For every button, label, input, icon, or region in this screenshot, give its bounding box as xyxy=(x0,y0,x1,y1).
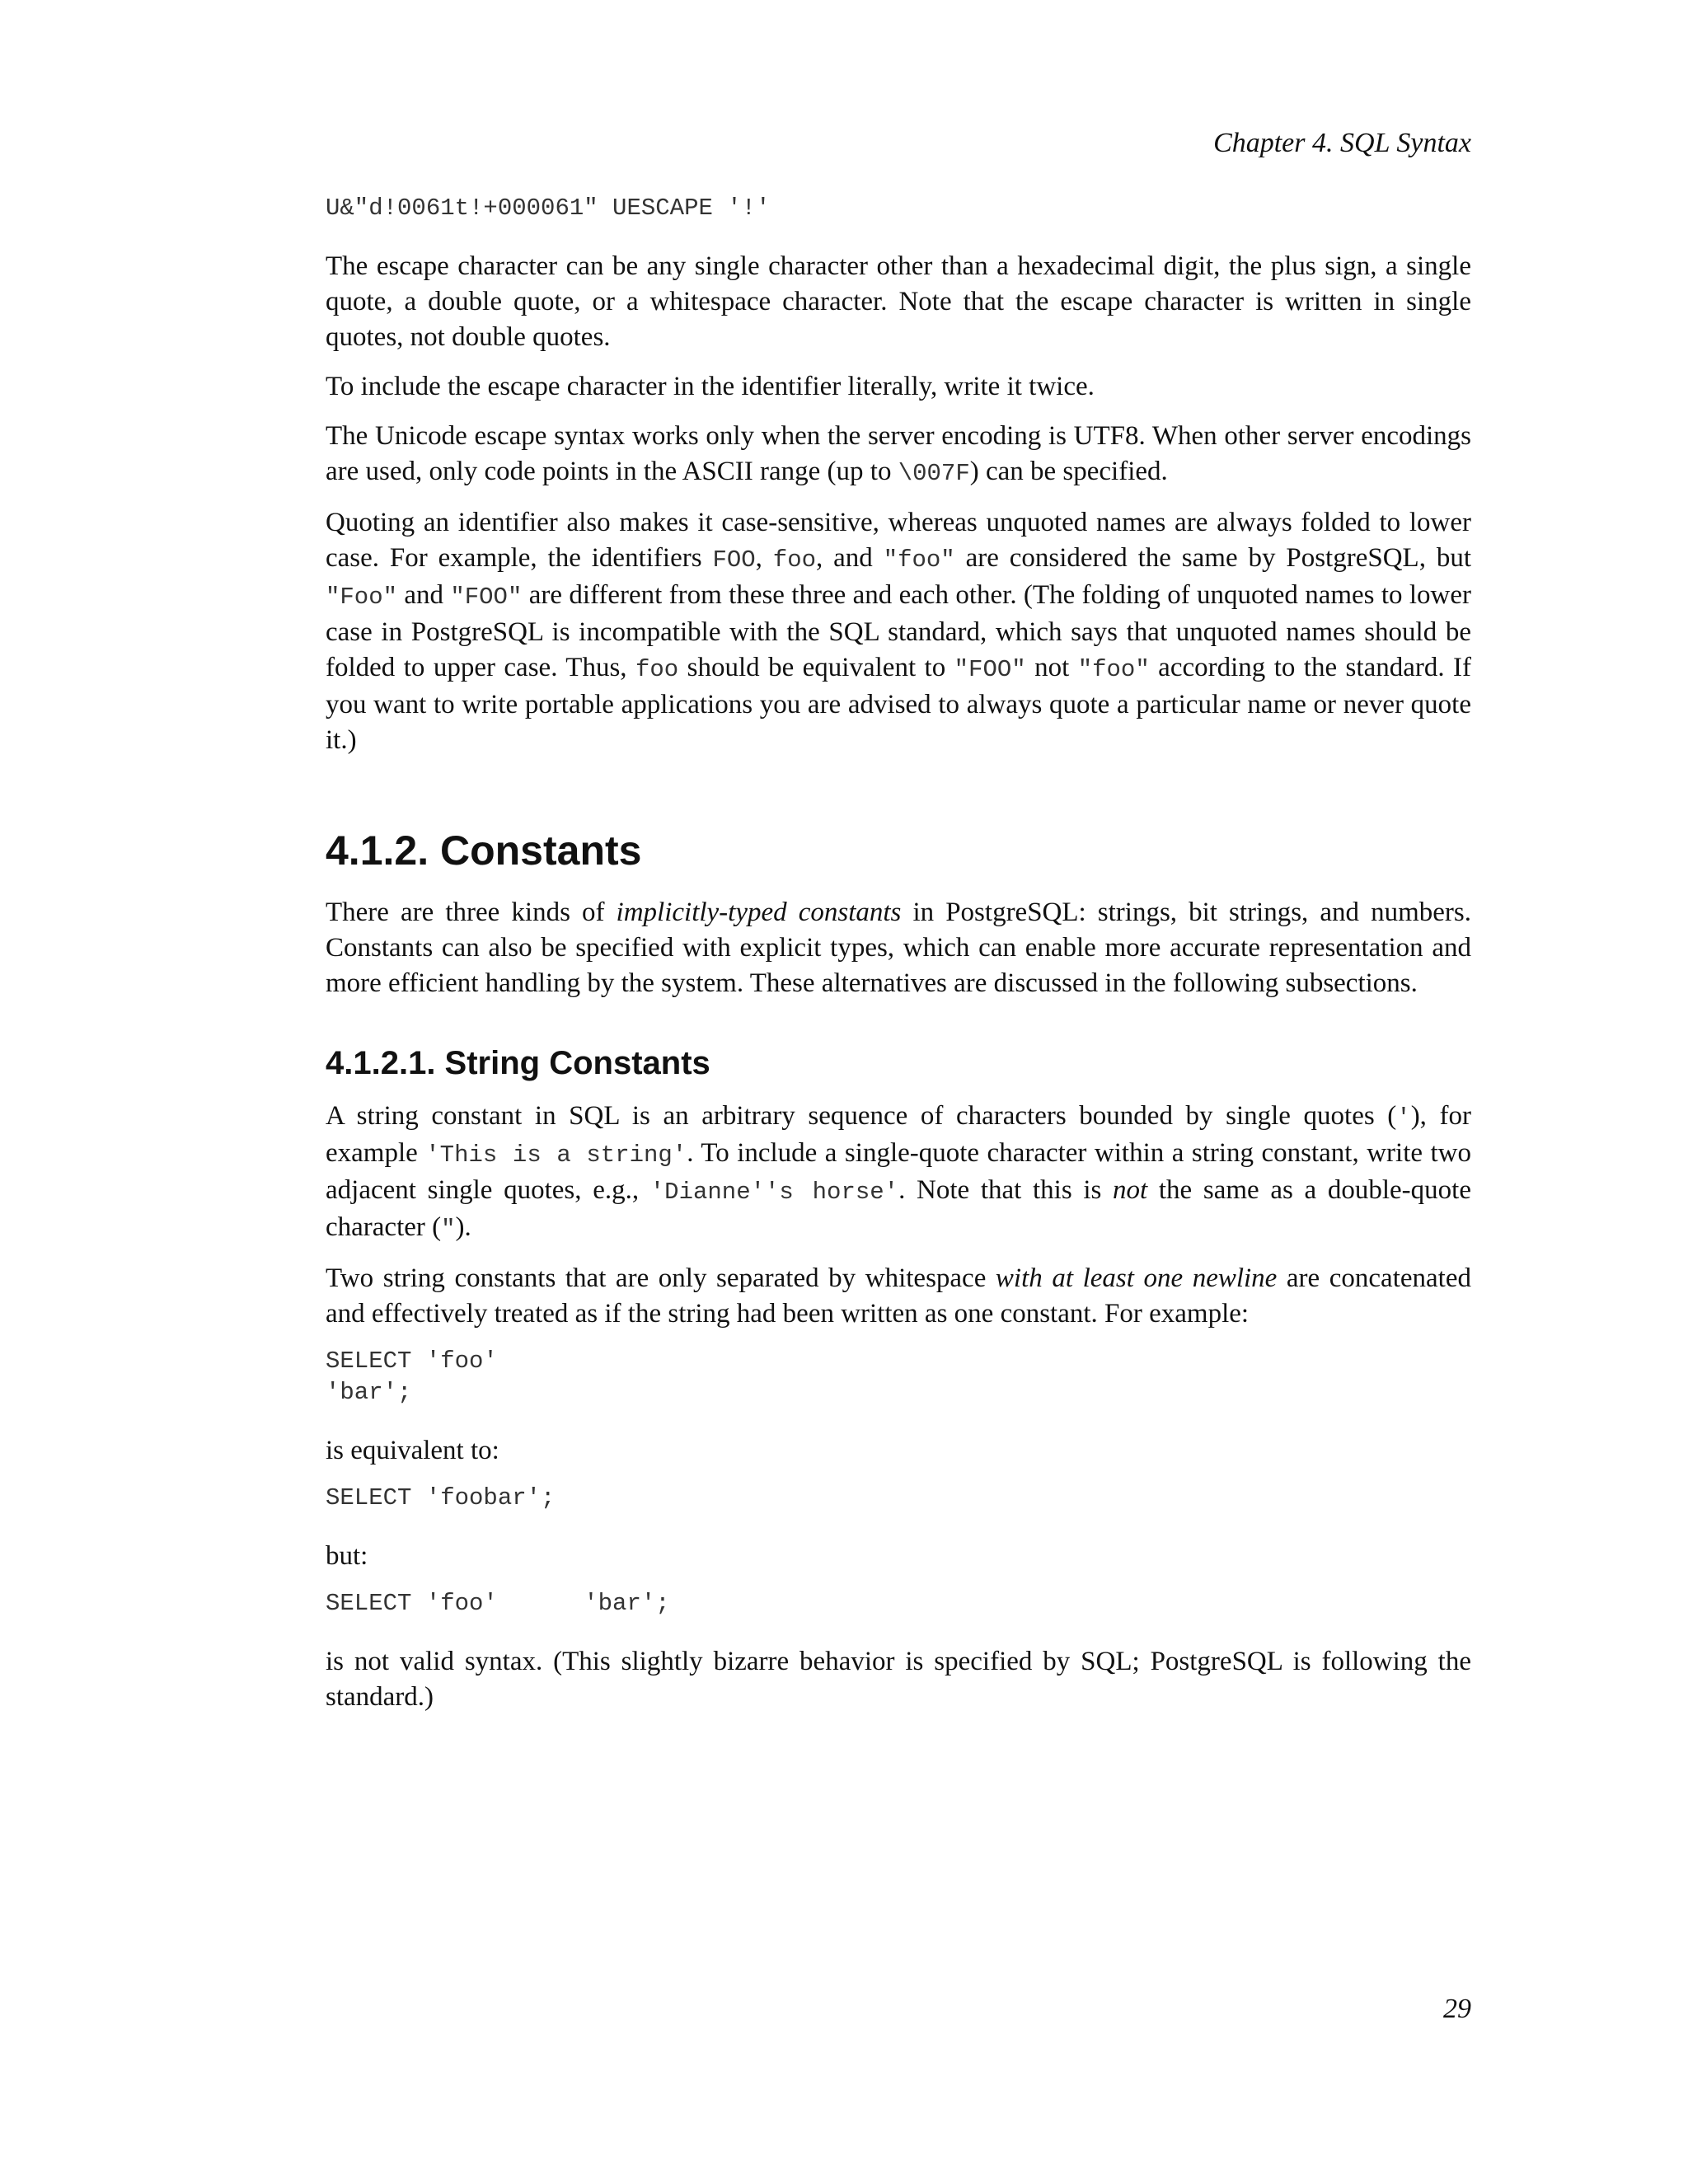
inline-code: ' xyxy=(1396,1104,1411,1132)
text: ) can be specified. xyxy=(969,457,1168,486)
text: should be equivalent to xyxy=(678,653,954,682)
inline-code: " xyxy=(441,1216,456,1243)
inline-code: FOO xyxy=(712,546,756,574)
page-number: 29 xyxy=(1443,1994,1471,2024)
text: not xyxy=(1025,653,1078,682)
text: ). xyxy=(455,1212,471,1242)
page-body xyxy=(326,193,1471,1729)
inline-code: foo xyxy=(635,656,679,683)
inline-code: "FOO" xyxy=(450,583,523,611)
inline-code: 'Dianne''s horse' xyxy=(649,1179,899,1206)
text: . Note that this is xyxy=(898,1175,1114,1205)
text: in PostgreSQL: strings, bit strings, and numbers. Constants can also be specified with explicit types, which can enable more accurate representation and more efficient handling by the system. These alternatives are discussed in the following subsections. xyxy=(326,898,1471,998)
code-block-select-foo-bar: SELECT 'foo' 'bar'; xyxy=(326,1347,498,1406)
inline-code: "FOO" xyxy=(954,656,1026,683)
text: The Unicode escape syntax works only when the server encoding is UTF8. When other server encodings are used, only code points in the ASCII range (up to xyxy=(326,421,1471,486)
inline-code: "Foo" xyxy=(326,583,398,611)
emphasis: implicitly-typed constants xyxy=(616,898,902,927)
inline-code: 'This is a string' xyxy=(425,1141,687,1169)
document-page xyxy=(326,0,1471,2184)
emphasis: not xyxy=(1113,1175,1148,1205)
text: and xyxy=(397,580,451,610)
inline-code: foo xyxy=(772,546,817,574)
section-heading-constants: 4.1.2. Constants xyxy=(326,827,642,874)
subsection-heading-string-constants: 4.1.2.1. String Constants xyxy=(326,1045,710,1081)
text: Quoting an identifier also makes it case-sensitive, whereas unquoted names are always folded to lower case. For example, the identifiers xyxy=(326,508,1471,573)
inline-code: "foo" xyxy=(1077,656,1150,683)
emphasis: with at least one newline xyxy=(995,1263,1278,1293)
inline-code: "foo" xyxy=(883,546,955,574)
text: are different from these three and each other. (The folding of unquoted names to lower case in PostgreSQL is incompatible with the SQL standard, which says that unquoted names should be folded to upper case. Thus, xyxy=(326,580,1471,682)
running-header: Chapter 4. SQL Syntax xyxy=(1213,128,1471,158)
text: There are three kinds of xyxy=(326,898,617,927)
paragraph-concatenation xyxy=(326,1261,1471,1332)
text: . To include a single-quote character within a string constant, write two adjacent single quotes, e.g., xyxy=(326,1138,1471,1205)
paragraph-invalid-syntax: is not valid syntax. (This slightly bizarre behavior is specified by SQL; PostgreSQL is following the standard.) xyxy=(326,1647,1471,1712)
paragraph-case-sensitive xyxy=(326,505,1471,758)
code-block-select-foobar: SELECT 'foobar'; xyxy=(326,1484,556,1511)
paragraph-unicode-utf8 xyxy=(326,419,1471,491)
text: the same as a double-quote character ( xyxy=(326,1175,1471,1242)
text: Two string constants that are only separated by whitespace xyxy=(326,1263,996,1293)
paragraph-escape-character: The escape character can be any single character other than a hexadecimal digit, the plus sign, a single quote, a double quote, or a whitespace character. Note that the escape character is written in single quotes, not double quotes. xyxy=(326,251,1471,352)
text: are concatenated and effectively treated as if the string had been written as one constant. For example: xyxy=(326,1263,1471,1329)
text: according to the standard. If you want to write portable applications you are advised to always quote a particular name or never quote it.) xyxy=(326,653,1472,755)
text: ), for example xyxy=(326,1101,1471,1168)
code-block-select-invalid: SELECT 'foo' 'bar'; xyxy=(326,1590,670,1617)
code-block-uescape: U&"d!0061t!+000061" UESCAPE '!' xyxy=(326,194,771,222)
paragraph-string-constant-def xyxy=(326,1099,1471,1247)
paragraph-but: but: xyxy=(326,1541,368,1571)
paragraph-escape-twice: To include the escape character in the identifier literally, write it twice. xyxy=(326,372,1095,401)
text: A string constant in SQL is an arbitrary sequence of characters bounded by single quotes ( xyxy=(326,1101,1397,1131)
text: are considered the same by PostgreSQL, but xyxy=(954,543,1471,573)
paragraph-equivalent: is equivalent to: xyxy=(326,1436,499,1465)
inline-code: \007F xyxy=(898,460,970,487)
text: , and xyxy=(816,543,884,573)
paragraph-constants-intro xyxy=(326,895,1471,1001)
text: , xyxy=(755,543,773,573)
